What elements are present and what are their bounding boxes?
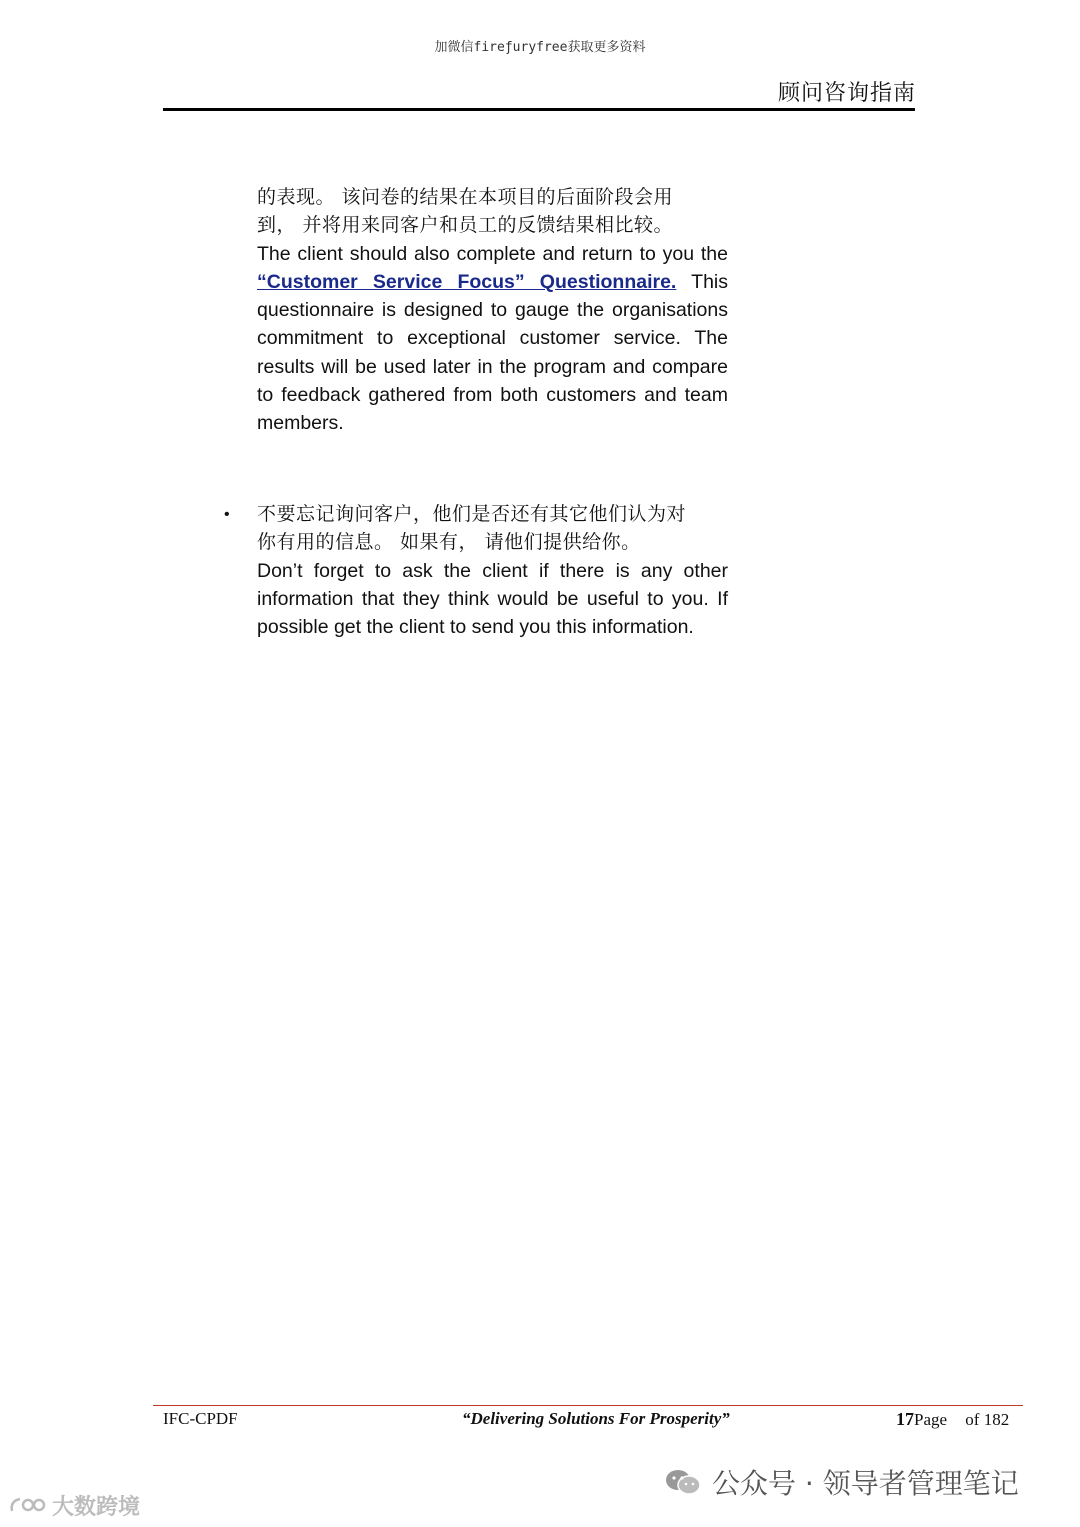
logo-icon xyxy=(8,1495,48,1517)
zh-line-1: 的表现。 该问卷的结果在本项目的后面阶段会用 xyxy=(257,186,674,208)
top-watermark-note: 加微信fireƒuryfree获取更多资料 xyxy=(434,40,646,55)
bullet-point: • xyxy=(224,506,230,523)
right-watermark-text: 公众号 · 领导者管理笔记 xyxy=(712,1467,1019,1500)
zh-line-2: 你有用的信息。 如果有， 请他们提供给你。 xyxy=(257,531,641,554)
zh-line-2: 到， 并将用来同客户和员工的反馈结果相比较。 xyxy=(257,214,674,237)
footer-rule xyxy=(153,1405,1023,1406)
section-1 xyxy=(257,183,728,438)
footer-slogan: “Delivering Solutions For Prosperity” xyxy=(462,1409,730,1428)
english-paragraph xyxy=(257,240,728,438)
left-watermark xyxy=(8,1490,140,1521)
zh-line-1: 不要忘记询问客户，他们是否还有其它他们认为对 xyxy=(257,503,687,525)
paragraph-text: The client should also complete and return to you the xyxy=(257,242,728,265)
paragraph-text-continued: This questionnaire is designed to gauge the organisations commitment to exceptional customer service. The results will be used later in the program and compare to feedback gathered from both customers and team members. xyxy=(257,270,728,435)
right-watermark xyxy=(664,1462,1019,1502)
page-number: 17 xyxy=(896,1409,914,1429)
wechat-icon xyxy=(664,1468,702,1496)
footer-page-info xyxy=(896,1409,1009,1430)
page-label: Page xyxy=(914,1410,948,1429)
footer-left: IFC-CPDF xyxy=(163,1409,238,1428)
section-2 xyxy=(257,500,728,641)
questionnaire-link[interactable]: “Customer Service Focus” Questionnaire. xyxy=(257,270,677,293)
header-title: 顾问咨询指南 xyxy=(777,81,916,106)
english-paragraph: Don’t forget to ask the client if there is any other information that they think would be useful to you. If possible get the client to send you this information. xyxy=(257,559,728,639)
left-watermark-text: 大数跨境 xyxy=(52,1494,141,1519)
header-rule xyxy=(163,108,915,111)
page-total: of 182 xyxy=(965,1410,1010,1429)
